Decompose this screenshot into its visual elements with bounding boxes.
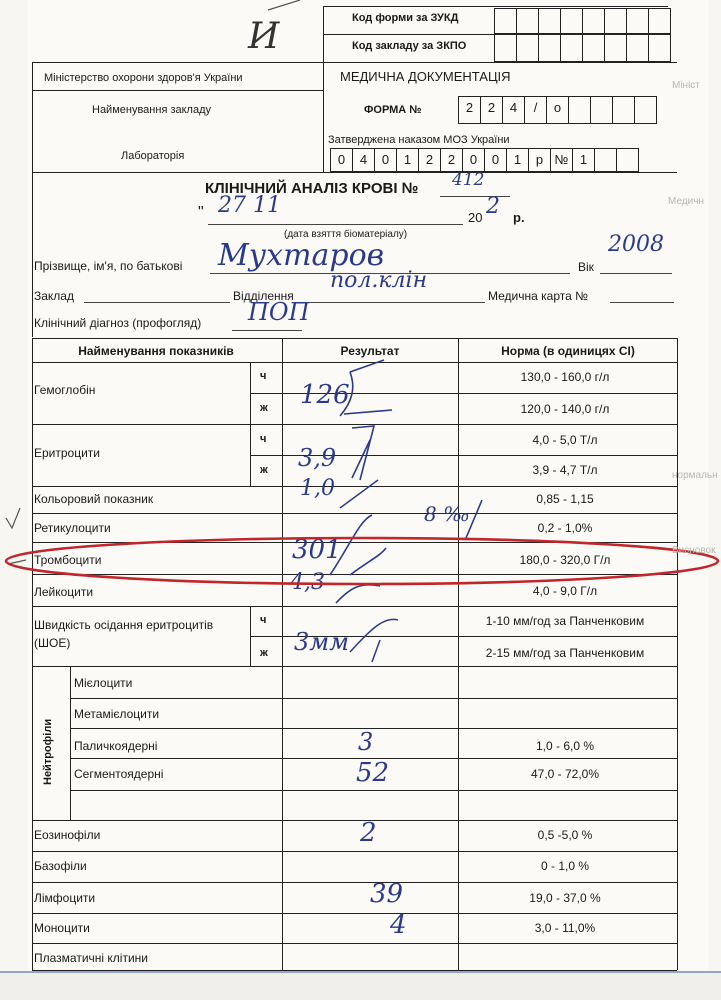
sex-male: ч [260,433,267,445]
monocytes-result: 4 [390,910,407,940]
code-box: 4 [502,96,525,124]
zukd-label: Код форми за ЗУКД [352,12,459,24]
facility-label: Заклад [34,289,74,303]
code-box: № [550,148,573,172]
scan-margin [0,973,721,1000]
lymphocytes-label: Лімфоцити [34,891,96,905]
department-value: пол.клін [330,268,428,293]
metamyelocytes-label: Метамієлоцити [74,707,160,721]
bleed-through-text: нормальн [672,470,718,481]
platelets-label: Тромбоцити [34,553,102,567]
card-label: Медична карта № [488,289,588,303]
color-index-result: 1,0 [300,476,335,501]
form-label: ФОРМА № [364,104,422,116]
facility-name-label: Найменування закладу [92,104,212,116]
segmented-norm: 47,0 - 72,0% [530,767,600,781]
diagnosis-value: ПОП [248,298,310,326]
sex-male: ч [260,614,267,626]
hemoglobin-norm-female: 120,0 - 140,0 г/л [520,402,610,416]
bleed-through-text: Висновок [672,545,716,556]
med-doc-title: МЕДИЧНА ДОКУМЕНТАЦІЯ [340,69,511,84]
diagnosis-label: Клінічний діагноз (профогляд) [34,316,202,330]
basophils-label: Базофіли [34,859,87,873]
ministry-label: Міністерство охорони здоров'я України [44,72,243,84]
eosinophils-label: Еозинофіли [34,828,101,842]
analysis-number: 412 [452,170,485,190]
code-box: 4 [352,148,375,172]
platelets-highlight [6,538,718,584]
approved-label: Затверджена наказом МОЗ України [328,134,510,146]
code-box: / [524,96,547,124]
code-box: 2 [418,148,441,172]
band-norm: 1,0 - 6,0 % [535,739,595,753]
code-box: 2 [480,96,503,124]
code-box: 0 [374,148,397,172]
erythrocytes-norm-male: 4,0 - 5,0 Т/л [532,433,598,447]
monocytes-label: Моноцити [34,921,90,935]
date-quote: " [198,204,204,221]
code-box: о [546,96,569,124]
bleed-through-text: Медичн [668,196,704,207]
code-box: 1 [572,148,595,172]
leukocytes-norm: 4,0 - 9,0 Г/л [532,584,598,598]
patient-name-label: Прізвище, ім'я, по батькові [34,259,183,273]
erythrocytes-result: 3,9 [298,444,337,472]
sex-female: ж [260,402,268,414]
segmented-result: 52 [356,758,390,788]
patient-name: Мухтаров [218,238,385,273]
sex-female: ж [260,464,268,476]
esr-label: Швидкість осідання еритроцитів [34,618,214,632]
sample-year: 2 [486,194,500,219]
year-prefix: 20 [468,210,483,225]
reticulocytes-norm: 0,2 - 1,0% [537,521,593,535]
platelets-result: 301 [292,535,342,565]
color-index-label: Кольоровий показник [34,492,154,506]
handwritten-mark: И [248,16,280,57]
col-result-header: Результат [340,344,400,358]
basophils-norm: 0 - 1,0 % [540,859,590,873]
patient-age: 2008 [608,232,664,257]
erythrocytes-norm-female: 3,9 - 4,7 Т/л [532,463,598,477]
band-result: 3 [358,728,374,756]
sex-female: ж [260,647,268,659]
erythrocytes-label: Еритроцити [34,446,100,460]
segmented-label: Сегментоядерні [74,767,164,781]
myelocytes-label: Мієлоцити [74,676,133,690]
code-box: 1 [506,148,529,172]
color-index-norm: 0,85 - 1,15 [536,492,594,506]
analysis-title: КЛІНІЧНИЙ АНАЛІЗ КРОВІ № [205,180,419,197]
band-label: Паличкоядерні [74,739,158,753]
date-caption: (дата взяття біоматеріалу) [284,229,408,240]
lymphocytes-result: 39 [370,879,404,909]
hemoglobin-label: Гемоглобін [34,383,96,397]
bleed-through-text: Мініст [672,80,700,91]
department-label: Відділення [233,289,294,303]
leukocytes-result: 4,3 [290,570,325,595]
platelets-norm: 180,0 - 320,0 Г/л [519,553,611,567]
year-suffix: р. [513,210,525,225]
lymphocytes-norm: 19,0 - 37,0 % [529,891,601,905]
esr-result: 3мм [294,628,350,656]
monocytes-norm: 3,0 - 11,0% [534,921,596,935]
leukocytes-label: Лейкоцити [34,585,94,599]
sex-male: ч [260,370,267,382]
zkpo-label: Код закладу за ЗКПО [352,40,467,52]
laboratory-label: Лабораторія [121,150,185,162]
hemoglobin-norm-male: 130,0 - 160,0 г/л [520,370,610,384]
code-box: 2 [440,148,463,172]
code-box: 2 [458,96,481,124]
eosinophils-norm: 0,5 -5,0 % [537,828,593,842]
reticulocytes-label: Ретикулоцити [34,521,111,535]
neutrophils-group-label: Нейтрофіли [42,718,54,785]
age-label: Вік [578,260,594,274]
code-box: 0 [462,148,485,172]
sample-date: 27 11 [218,193,281,218]
eosinophils-result: 2 [360,818,377,848]
code-box: 0 [330,148,353,172]
plasma-cells-label: Плазматичні клітини [34,951,148,965]
reticulocytes-result: 8 ‰ [424,502,470,526]
col-norm-header: Норма (в одиницях СІ) [501,344,635,358]
code-box: 1 [396,148,419,172]
code-box: 0 [484,148,507,172]
code-box: р [528,148,551,172]
esr-label-abbr: (ШОЕ) [34,636,71,650]
esr-norm-male: 1-10 мм/год за Панченковим [485,614,645,628]
col-indicator-header: Найменування показників [78,344,234,358]
hemoglobin-result: 126 [300,380,350,410]
esr-norm-female: 2-15 мм/год за Панченковим [485,646,645,660]
